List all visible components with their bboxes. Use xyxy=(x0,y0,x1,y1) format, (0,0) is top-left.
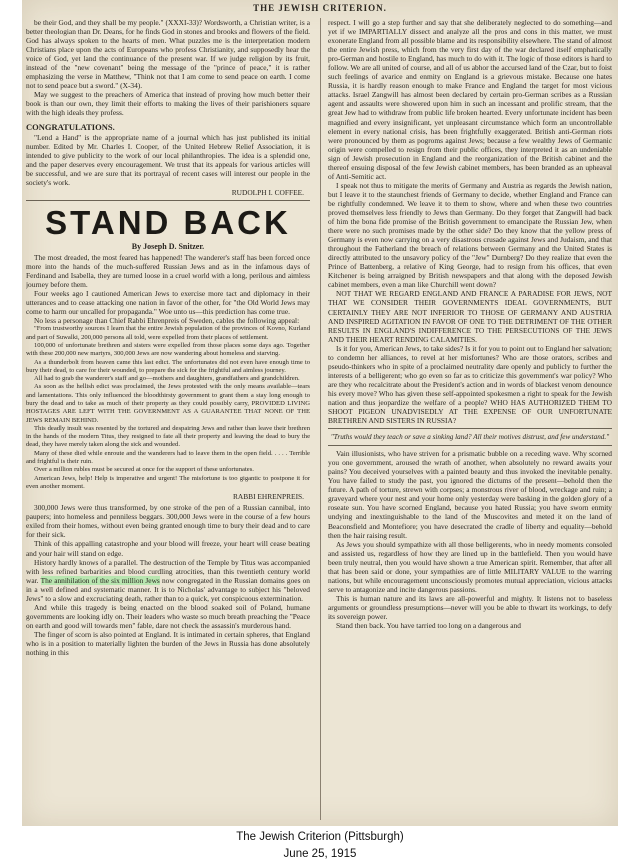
paragraph: respect. I will go a step further and say that she deliberately neglected to do something—and yet if we IMPARTIALLY dissect and analyze all the pros and cons in this matter, we must exonerate England from all possible blame and its responsibility elsewhere. The stand of almost the entire Jewish press, which from the very first day of the war declared itself emphatically pro-German and hostile to England, has much to do with it. The logic of those editors is hard to follow. We are all united of course, and all of us abhor the accursed land of the Czar, but to foist such feelings of avarice and enmity on England is a grievous mistake. Because one hates Russia, it is hardly reason enough to make France and England the target for most vicious attacks. Israel Zangwill has almost been declared by certain pro-German scribes as a Russian agent and assaults were showered upon him in such an incessant and prolific stream, that the great Jew had to withdraw from public life broken hearted. Every unfortunate incident has been magnified and every insignificant, yet unpleasant circumstance which form an uncontrollable element in every national crisis, has been frightfully exaggerated. British anti-German riots were pronounced by them as pogroms against Jews; because a few wealthy Jews of Germanic origin were compelled to resign from their public offices, they interpreted it as an undeniable sign of Jewish prosecution in England and the reorganization of the British cabinet and the thereof ensuing disposal of the few Jewish cabinet members, has been branded as an upheaval of Anti-Semitic act. xyxy=(328,18,612,181)
paragraph: As Jews you should sympathize with all those belligerents, who in needy moments consoled and assisted us, regardless of how they are lined up in the battlefield. Then you would have been truly neutral, then you would have shown a true American spirit. Remember, that after all that has been said or done, your sympathies are of little MILITARY VALUE to the warring nations, but while encouragement unconsciously promotes mutual appreciation, vicious attacks serve to antagonize and incite dangerous passions. xyxy=(328,539,612,594)
quoted-paragraph: "From trustworthy sources I learn that the entire Jewish population of the provinces of Kovno, Kurland and part of Suwalki, 200,000 persons all told, were expelled from their places of settlement. xyxy=(26,325,310,341)
verse-quote: "Truths would they teach or save a sinking land? All their motives distrust, and few understand." xyxy=(330,433,610,442)
quoted-paragraph: As a thunderbolt from heaven came this last edict. The unfortunates did not even have enough time to bury their dead, to care for their wounded, to prepare the sick for the frightful and aimless journey. xyxy=(26,358,310,374)
paragraph xyxy=(26,558,310,603)
left-column xyxy=(26,18,310,822)
column-divider xyxy=(320,18,321,820)
signature: RUDOLPH I. COFFEE. xyxy=(231,187,304,197)
paragraph: No less a personage than Chief Rabbi Ehrenpreis of Sweden, cables the following appeal: xyxy=(34,316,300,326)
paragraph: 300,000 Jews were thus transformed, by one stroke of the pen of a Russian cannibal, into paupers; into homeless and penniless beggars. 300,000 Jews were in the course of a few hours exiled from their homes, without even being granted enough time to bury their dead and to care for their sick. xyxy=(26,503,310,540)
caps-paragraph: NOT THAT WE REGARD ENGLAND AND FRANCE A PARADISE FOR JEWS, NOT THAT WE CONSIDER THEIR GOVERNMENTS IDEAL GOVERNMENTS, BUT CERTAINLY THEY ARE NOT INFERIOR TO THOSE OF GERMANY AND AUSTRIA AND INSPIRED AGITATION IN FAVOR OF ONE TO THE DETRIMENT OF THE OTHER RESULTS IN ENGLAND'S INDIFFERENCE TO THE PERSECUTIONS OF THE JEWS AND THEIR HEART RENDING CALAMITIES. xyxy=(328,289,612,344)
article-title: STAND BACK xyxy=(45,203,291,241)
paragraph: Is it for you, American Jews, to take sides? Is it for you to point out to England her salvation; to condemn her alliances, to revel at her misfortunes? Who are those orators, scribes and pseudo-thinkers who in spite of a proclaimed neutrality dare openly and publicly to further the interests of a belligerent; who go even so far as to criticize this government's war policy? Who are they who recalcitrate about the President's action and in words of blackest venom denounce his every move? Who has given these self-appointed spokesmen a right to speak for the Jewish nation and thus jeopardize the welfare of a people? WHO HAS AUTHORIZED THEM TO SHOOT PIGEON UNADVISEDLY AT THE EXPENSE OF OUR UNFORTUNATE BRETHREN AND SISTERS IN RUSSIA? xyxy=(328,343,612,426)
quoted-paragraph: 100,000 of unfortunate brethren and sisters were expelled from those places some days ago. Together with these 200,000 new martyrs, 300,000 Jews are now wandering about homeless and starving. xyxy=(26,341,310,358)
paragraph-text: History hardly knows of a parallel. The destruction of the Temple by Titus was accompanied with less refined barbarities and blood curdling atrocities, than this twentieth century world war. xyxy=(26,557,310,585)
divider xyxy=(328,428,612,429)
congratulations-heading: CONGRATULATIONS. xyxy=(26,121,115,132)
right-column xyxy=(328,18,612,822)
paragraph: May we suggest to the preachers of America that instead of proving how much better their book is than our own, they limit their efforts to making the lives of their parishioners square with the high ideals they profess. xyxy=(26,90,310,118)
paragraph: Think of this appalling catastrophe and your blood will freeze, your heart will cease beating and your hair will stand on edge. xyxy=(26,539,310,558)
quoted-paragraph: Over a million rubles must be secured at once for the support of these unfortunates. xyxy=(34,466,254,474)
quoted-paragraph: Many of these died while enroute and the wanderers had to leave them in the open field. . . . . Terrible and frightful is their ruin. xyxy=(26,449,310,466)
caption-date: June 25, 1915 xyxy=(283,848,357,860)
masthead: THE JEWISH CRITERION. xyxy=(253,3,387,13)
paragraph: The finger of scorn is also pointed at England. It is intimated in certain spheres, that England who is in a position to materially lighten the burden of the Jews in Russia has done absolutely nothing in this xyxy=(26,629,310,658)
paragraph: And while this tragedy is being enacted on the blood soaked soil of Poland, humane governments are looking idly on. Their leaders who waste so much breath preaching the "Peace on earth and good will towards men" fable, dare not check the assassin's murderous hand. xyxy=(26,602,310,630)
paragraph: Four weeks ago I cautioned American Jews to exercise more tact and diplomacy in their utterances and to cease attacking one nation in favor of the other, for "the Old World Jews may come to harm our uncalled for propaganda." Woe unto us—this prediction has come true. xyxy=(26,289,310,317)
byline: By Joseph D. Snitzer. xyxy=(131,241,205,251)
newspaper-scan xyxy=(22,0,618,826)
divider xyxy=(26,200,310,201)
divider xyxy=(328,445,612,446)
quoted-paragraph: All had to grab the wanderer's staff and go—mothers and daughters, grandfathers and grandchildren. xyxy=(34,375,300,383)
paragraph: be their God, and they shall be my people." (XXXI-33)? Wordsworth, a Christian writer, is a better theologian than Dr. Deans, for he finds God in stones and brooks and flowers of the field. God has always spoken to the hearts of men. What puzzles me is the interpretation modern Christians place upon the acts of Europeans who profess Christianity, and supposedly hear the voice of God, yet land the continuance of the present war. If we judge religion by its fruit, instead of the "new covenant" being the message of the "prince of peace," it is rather emphasizing the verse in Matthew, "Think not that I am come to send peace on earth. I come not to send peace but a sword." (X-34). xyxy=(26,18,310,91)
paragraph: "Lend a Hand" is the appropriate name of a journal which has just published its initial number. Edited by Mr. Charles I. Cooper, of the United Hebrew Relief Association, it is intended to give publicity to the work of our local philanthropies. The idea is a splendid one, and the paper deserves every encouragement. We trust that its appeals for various articles will be successful, and we are sure that its portrayal of recent cases will interest our people in the society's work. xyxy=(26,132,310,187)
paragraph-text: now congregated in the Russian domains goes on in a well defined and systematic manner. It is to Nicholas' advantage to subject his "beloved Jews" to a slow and excruciating death, rather than to a quick, yet conspicuous extermination. xyxy=(26,575,310,603)
caption-source: The Jewish Criterion (Pittsburgh) xyxy=(236,831,404,843)
paragraph: This is human nature and its laws are all-powerful and mighty. It listens not to baseless arguments or groundless presumptions—never will you be able to thwart its workings, to defy its sovereign power. xyxy=(328,593,612,621)
paragraph: Vain illusionists, who have striven for a prismatic bubble on a receding wave. Why scorned you one government, aroused the wrath of another, when absolutely no reward awaits your pains? You deceived yourselves with a painted beauty and thus invoked the inevitable penalty. You have failed to study the past, you ignored the dictums of the present—behold then the future. A path of torture, strewn with corpses; a monstrous river of blood, wreckage and ruin; a graveyard where your nest and your home only yesterday were basking in the golden glory of a roseate sun. You have scorned England, because you hated Russia; you have sworn enmity undying and inextinguishable to the land of the Muscovites and meted it on the land of Beaconsfield and Montefiore; you have desecrated the cradle of liberty and equality—behold then the hair raising result. xyxy=(328,449,612,540)
quoted-paragraph: As soon as the hellish edict was proclaimed, the Jews protested with the only means available—tears and lamentations. This only influenced the bloodthirsty government to grant them a stay long enough to bury the dead and to take as much of their property as they could possibly carry, PROVIDED LIVING HOSTAGES ARE LEFT WITH THE GOVERNMENT AS A GUARANTEE THAT NONE OF THE JEWS REMAIN BEHIND. xyxy=(26,383,310,424)
paragraph: I speak not thus to mitigate the merits of Germany and Austria as regards the Jewish nation, but I leave it to the staunchest friends of Germany to decide, whether England and France can be rightfully condemned. We leave it to them to show, where and when these two countries proved themselves less friendly to Jews than Germany. Do they forget that Zangwill had back of him the bona fide promise of the British government to emancipate the Russian Jew, when there were no such promises made by the other side? Do they know that the yellow press of Germany is even now carrying on a very disastrous crusade against Jews and Judaism, and that throughout the Fatherland the breach of relations between Germany and the United States is directly attributed to the unsavory policy of the "Jew" Durnberg? Do they realize that even the Prince of Battenberg, a relative of King George, had to resign from his offices, that even Kitchener is being arraigned by British newspapers and that along with the deposed Jewish cabinet members, even a man like Churchill went down? xyxy=(328,180,612,290)
signature: RABBI EHRENPREIS. xyxy=(232,492,304,502)
paragraph: The most dreaded, the most feared has happened! The wanderer's staff has been forced once more into the hands of the much-suffered Russian Jews and as in the infamous days of Ferdinand and Isabella, they are turned loose in a cruel world with a long, perilous and aimless journey before them. xyxy=(26,252,310,290)
quoted-paragraph: American Jews, help! Help is imperative and urgent! The misfortune is too gigantic to postpone it for even another moment. xyxy=(26,474,310,490)
quoted-paragraph: This deadly insult was resented by the tortured and despairing Jews and rather than leave their brethren in the hands of the modern Titus, they resigned to fate all their property and leaving the dead to bury the dead, they have merely taken along the sick and wounded. xyxy=(26,424,310,449)
paragraph: Stand then back. You have tarried too long on a dangerous and xyxy=(336,621,521,631)
highlighted-text: The annihilation of the six million Jews xyxy=(40,575,160,585)
